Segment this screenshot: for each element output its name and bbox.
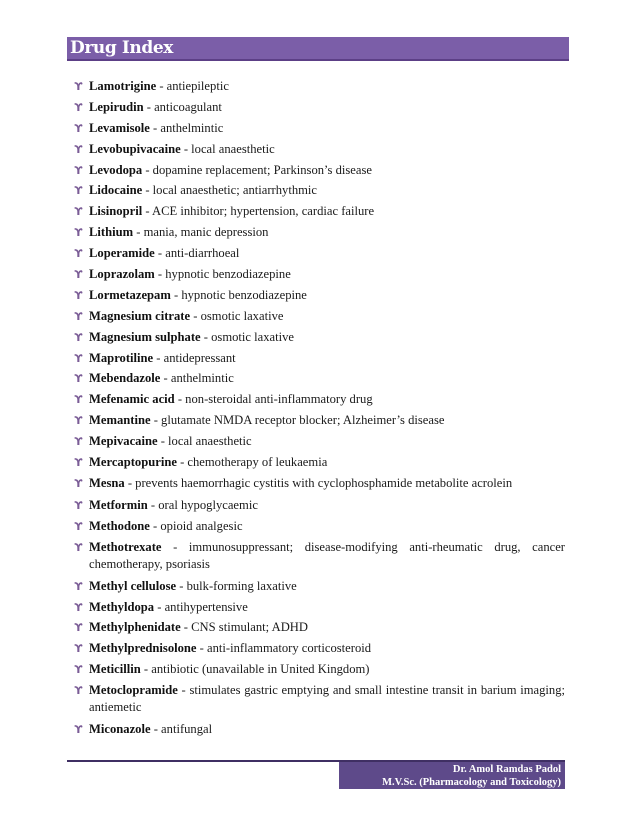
- drug-entry-text: [89, 99, 565, 116]
- bullet-icon: ϒ: [74, 121, 83, 135]
- drug-description: - prevents haemorrhagic cystitis with cyclophosphamide metabolite acrolein: [124, 475, 513, 490]
- drug-entry-text: [89, 682, 565, 716]
- drug-description: - anti-inflammatory corticosteroid: [196, 641, 372, 656]
- drug-description: - hypnotic benzodiazepine: [154, 267, 291, 282]
- bullet-icon: ϒ: [74, 309, 83, 323]
- drug-description: - non-steroidal anti-inflammatory drug: [174, 392, 373, 407]
- footer-author: Dr. Amol Ramdas Padol: [452, 764, 561, 775]
- bullet-icon: ϒ: [74, 435, 83, 449]
- bullet-icon: ϒ: [74, 456, 83, 470]
- drug-entry-text: [89, 475, 565, 492]
- drug-name: Levobupivacaine: [89, 141, 181, 156]
- drug-name: Lormetazepam: [89, 287, 171, 302]
- bullet-icon: ϒ: [74, 184, 83, 198]
- drug-entry-text: [89, 350, 565, 367]
- drug-description: - antifungal: [150, 722, 213, 737]
- drug-name: Magnesium citrate: [89, 308, 191, 323]
- drug-name: Methylphenidate: [89, 620, 181, 635]
- drug-name: Lepirudin: [89, 99, 144, 114]
- list-item: [73, 682, 565, 716]
- list-item: [73, 245, 565, 262]
- drug-entry-text: [89, 329, 565, 346]
- drug-name: Methodone: [89, 518, 150, 533]
- drug-description: - chemotherapy of leukaemia: [176, 455, 328, 470]
- list-item: [73, 203, 565, 220]
- section-header: [67, 37, 569, 61]
- bullet-icon: ϒ: [74, 205, 83, 219]
- drug-description: - anthelmintic: [149, 120, 224, 135]
- drug-entry-text: [89, 619, 565, 636]
- drug-description: - hypnotic benzodiazepine: [170, 287, 307, 302]
- drug-entry-text: [89, 454, 565, 471]
- drug-entry-text: [89, 78, 565, 95]
- list-item: [73, 518, 565, 535]
- drug-entry-text: [89, 433, 565, 450]
- drug-entry-text: [89, 287, 565, 304]
- section-title: Drug Index: [70, 38, 174, 58]
- drug-description: - osmotic laxative: [200, 329, 295, 344]
- drug-description: - local anaesthetic: [157, 434, 252, 449]
- bullet-icon: ϒ: [74, 372, 83, 386]
- drug-entry-text: [89, 721, 565, 738]
- drug-name: Lithium: [89, 225, 134, 240]
- list-item: [73, 721, 565, 738]
- bullet-icon: ϒ: [74, 663, 83, 677]
- drug-name: Mefenamic acid: [89, 392, 175, 407]
- drug-entry-text: [89, 308, 565, 325]
- drug-name: Memantine: [89, 413, 151, 428]
- drug-entry-text: [89, 266, 565, 283]
- drug-description: - dopamine replacement; Parkinson’s disease: [142, 162, 372, 177]
- drug-name: Metformin: [89, 497, 148, 512]
- list-item: [73, 599, 565, 616]
- bullet-icon: ϒ: [74, 621, 83, 635]
- bullet-icon: ϒ: [74, 100, 83, 114]
- drug-description: - local anaesthetic: [180, 141, 275, 156]
- drug-entry-text: [89, 391, 565, 408]
- drug-description: - CNS stimulant; ADHD: [180, 620, 309, 635]
- drug-entry-text: [89, 182, 565, 199]
- drug-entry-text: [89, 518, 565, 535]
- drug-name: Magnesium sulphate: [89, 329, 201, 344]
- list-item: [73, 475, 565, 492]
- list-item: [73, 454, 565, 471]
- list-item: [73, 141, 565, 158]
- list-item: [73, 661, 565, 678]
- footer-rule: [67, 760, 339, 762]
- drug-description: - mania, manic depression: [133, 225, 269, 240]
- drug-description: - ACE inhibitor; hypertension, cardiac failure: [142, 204, 375, 219]
- list-item: [73, 412, 565, 429]
- drug-description: - glutamate NMDA receptor blocker; Alzheimer’s disease: [150, 413, 445, 428]
- drug-name: Miconazole: [89, 722, 151, 737]
- drug-name: Lidocaine: [89, 183, 143, 198]
- drug-entry-text: [89, 599, 565, 616]
- list-item: [73, 619, 565, 636]
- drug-entry-text: [89, 224, 565, 241]
- drug-entry-text: [89, 370, 565, 387]
- drug-name: Meticillin: [89, 662, 141, 677]
- drug-name: Mepivacaine: [89, 434, 158, 449]
- bullet-icon: ϒ: [74, 351, 83, 365]
- bullet-icon: ϒ: [74, 268, 83, 282]
- drug-description: - osmotic laxative: [190, 308, 284, 323]
- list-item: [73, 224, 565, 241]
- drug-name: Lisinopril: [89, 204, 143, 219]
- drug-name: Loprazolam: [89, 267, 155, 282]
- list-item: [73, 266, 565, 283]
- drug-name: Methyldopa: [89, 599, 155, 614]
- drug-description: - stimulates gastric emptying and small intestine transit in barium imaging; antiemetic: [89, 683, 565, 715]
- list-item: [73, 120, 565, 137]
- list-item: [73, 391, 565, 408]
- drug-name: Methotrexate: [89, 539, 162, 554]
- drug-entry-text: [89, 661, 565, 678]
- list-item: [73, 99, 565, 116]
- drug-name: Levamisole: [89, 120, 150, 135]
- drug-name: Methylprednisolone: [89, 641, 197, 656]
- drug-list: [73, 78, 565, 742]
- footer-box: [339, 760, 565, 789]
- drug-description: - antihypertensive: [154, 599, 248, 614]
- bullet-icon: ϒ: [74, 142, 83, 156]
- list-item: [73, 287, 565, 304]
- drug-entry-text: [89, 497, 565, 514]
- list-item: [73, 433, 565, 450]
- bullet-icon: ϒ: [74, 476, 83, 490]
- list-item: [73, 539, 565, 573]
- bullet-icon: ϒ: [74, 163, 83, 177]
- footer-degree: M.V.Sc. (Pharmacology and Toxicology): [382, 777, 561, 788]
- bullet-icon: ϒ: [74, 600, 83, 614]
- drug-description: - anthelmintic: [160, 371, 234, 386]
- list-item: [73, 350, 565, 367]
- drug-description: - anti-diarrhoeal: [154, 246, 240, 261]
- list-item: [73, 182, 565, 199]
- drug-description: - immunosuppressant; disease-modifying anti-rheumatic drug, cancer chemotherapy, psoriasis: [89, 539, 565, 571]
- drug-name: Mercaptopurine: [89, 455, 177, 470]
- list-item: [73, 578, 565, 595]
- list-item: [73, 370, 565, 387]
- drug-entry-text: [89, 141, 565, 158]
- drug-name: Metoclopramide: [89, 683, 178, 698]
- list-item: [73, 78, 565, 95]
- bullet-icon: ϒ: [74, 80, 83, 93]
- bullet-icon: ϒ: [74, 226, 83, 240]
- drug-name: Lamotrigine: [89, 79, 157, 93]
- drug-name: Methyl cellulose: [89, 578, 177, 593]
- drug-entry-text: [89, 578, 565, 595]
- drug-entry-text: [89, 412, 565, 429]
- bullet-icon: ϒ: [74, 330, 83, 344]
- list-item: [73, 308, 565, 325]
- drug-name: Loperamide: [89, 246, 155, 261]
- bullet-icon: ϒ: [74, 393, 83, 407]
- drug-name: Maprotiline: [89, 350, 154, 365]
- bullet-icon: ϒ: [74, 288, 83, 302]
- drug-entry-text: [89, 539, 565, 573]
- drug-name: Levodopa: [89, 162, 143, 177]
- bullet-icon: ϒ: [74, 642, 83, 656]
- drug-name: Mebendazole: [89, 371, 161, 386]
- drug-description: - opioid analgesic: [149, 518, 243, 533]
- bullet-icon: ϒ: [74, 519, 83, 533]
- drug-entry-text: [89, 245, 565, 262]
- bullet-icon: ϒ: [74, 579, 83, 593]
- bullet-icon: ϒ: [74, 247, 83, 261]
- drug-description: - oral hypoglycaemic: [147, 497, 258, 512]
- list-item: [73, 329, 565, 346]
- drug-name: Mesna: [89, 475, 125, 490]
- bullet-icon: ϒ: [74, 684, 83, 698]
- list-item: [73, 497, 565, 514]
- bullet-icon: ϒ: [74, 498, 83, 512]
- drug-description: - local anaesthetic; antiarrhythmic: [142, 183, 318, 198]
- bullet-icon: ϒ: [74, 540, 83, 554]
- drug-description: - antiepileptic: [156, 79, 229, 93]
- drug-description: - antidepressant: [153, 350, 236, 365]
- bullet-icon: ϒ: [74, 414, 83, 428]
- drug-entry-text: [89, 640, 565, 657]
- drug-description: - bulk-forming laxative: [176, 578, 297, 593]
- list-item: [73, 640, 565, 657]
- drug-entry-text: [89, 120, 565, 137]
- drug-description: - antibiotic (unavailable in United Kingdom): [140, 662, 370, 677]
- drug-description: - anticoagulant: [143, 99, 222, 114]
- bullet-icon: ϒ: [74, 723, 83, 737]
- list-item: [73, 162, 565, 179]
- drug-entry-text: [89, 162, 565, 179]
- drug-entry-text: [89, 203, 565, 220]
